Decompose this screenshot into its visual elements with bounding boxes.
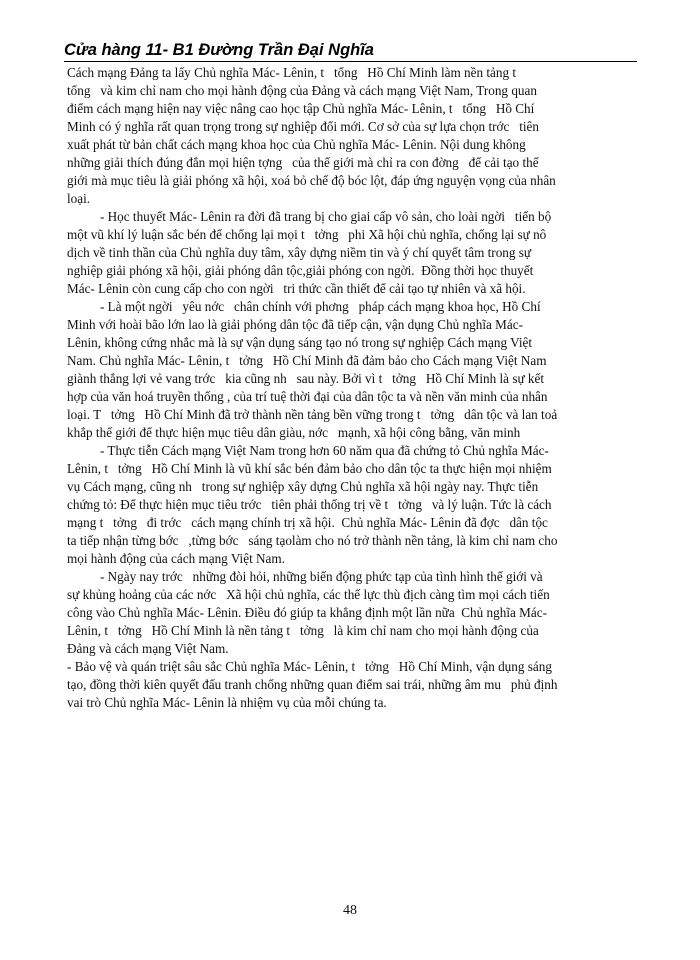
- text-line: - Thực tiễn Cách mạng Việt Nam trong hơn 60 năm qua đã chứng tỏ Chủ nghĩa Mác-: [67, 443, 549, 458]
- text-line: điểm cách mạng hiện nay việc nâng cao học tập Chủ nghĩa Mác- Lênin, t tổng Hồ Chí: [67, 101, 535, 116]
- text-line: chứng tỏ: Để thực hiện mục tiêu trớc tiên phải thống trị về t tởng và lý luận. Tức là cách: [67, 497, 552, 512]
- text-line: Minh với hoài bão lớn lao là giải phóng dân tộc đã tiếp cận, vận dụng Chủ nghĩa Mác-: [67, 317, 523, 332]
- body-text: [67, 64, 635, 712]
- text-line: - Bảo vệ và quán triệt sâu sắc Chủ nghĩa Mác- Lênin, t tởng Hồ Chí Minh, vận dụng sáng: [67, 659, 552, 674]
- text-line: ta tiếp nhận từng bớc ,từng bớc sáng tạolàm cho nó trở thành nền tảng, là kim chỉ nam cho: [67, 533, 558, 548]
- text-line: công vào Chủ nghĩa Mác- Lênin. Điều đó giúp ta khẳng định một lần nữa Chủ nghĩa Mác-: [67, 605, 547, 620]
- text-line: - Là một ngời yêu nớc chân chính với phơng pháp cách mạng khoa học, Hồ Chí: [67, 299, 541, 314]
- text-line: những giải thích đúng đắn mọi hiện tợng của thế giới mà chỉ ra con đờng để cải tạo thế: [67, 155, 539, 170]
- text-line: Lênin, t tởng Hồ Chí Minh là nền tảng t tởng là kim chỉ nam cho mọi hành động của: [67, 623, 539, 638]
- text-line: loại.: [67, 191, 91, 206]
- text-line: tạo, đồng thời kiên quyết đấu tranh chống những quan điểm sai trái, những âm mu phủ định: [67, 677, 558, 692]
- text-line: vụ Cách mạng, cũng nh trong sự nghiệp xây dựng Chủ nghĩa xã hội ngày nay. Thực tiễn: [67, 479, 539, 494]
- text-line: Cách mạng Đảng ta lấy Chủ nghĩa Mác- Lênin, t tổng Hồ Chí Minh làm nền tảng t: [67, 65, 517, 80]
- text-line: Minh có ý nghĩa rất quan trọng trong sự nghiệp đổi mới. Cơ sở của sự lựa chọn trớc tiên: [67, 119, 539, 134]
- text-line: hợp của văn hoá truyền thống , của trí tuệ thời đại của dân tộc ta và nền văn minh của nhân: [67, 389, 548, 404]
- text-line: nghiệp giải phóng xã hội, giải phóng dân tộc,giải phóng con ngời. Đồng thời học thuyết: [67, 263, 534, 278]
- text-line: tổng và kim chỉ nam cho mọi hành động của Đảng và cách mạng Việt Nam, Trong quan: [67, 83, 537, 98]
- text-line: - Ngày nay trớc những đòi hỏi, những biến động phức tạp của tình hình thế giới và: [67, 569, 543, 584]
- text-line: một vũ khí lý luận sắc bén để chống lại mọi t tởng phi Xã hội chủ nghĩa, chống lại sự nô: [67, 227, 547, 242]
- text-line: mạng t tởng đi trớc cách mạng chính trị xã hội. Chủ nghĩa Mác- Lênin đã đợc dân tộc: [67, 515, 548, 530]
- text-line: Nam. Chủ nghĩa Mác- Lênin, t tởng Hồ Chí Minh đã đảm bảo cho Cách mạng Việt Nam: [67, 353, 547, 368]
- text-line: Đảng và cách mạng Việt Nam.: [67, 641, 229, 656]
- text-line: Lênin, t tởng Hồ Chí Minh là vũ khí sắc bén đảm bảo cho dân tộc ta thực hiện mọi nhiệm: [67, 461, 552, 476]
- text-line: loại. T tởng Hồ Chí Minh đã trở thành nền tảng bền vững trong t tởng dân tộc và lan toả: [67, 407, 558, 422]
- page-header: Cửa hàng 11- B1 Đường Trần Đại Nghĩa: [64, 40, 637, 62]
- text-line: giành thắng lợi vẻ vang trớc kia cũng nh sau này. Bởi vì t tởng Hồ Chí Minh là sự kết: [67, 371, 545, 386]
- text-line: dịch về tinh thần của Chủ nghĩa duy tâm, xây dựng niềm tin và ý chí quyết tâm trong sự: [67, 245, 532, 260]
- text-line: xuất phát từ bản chất cách mạng khoa học của Chủ nghĩa Mác- Lênin. Nội dung không: [67, 137, 526, 152]
- text-line: Mác- Lênin còn cung cấp cho con ngời tri thức cần thiết để cải tạo tự nhiên và xã hội.: [67, 281, 526, 296]
- text-line: khắp thế giới để thực hiện mục tiêu dân giàu, nớc mạnh, xã hội công bằng, văn minh: [67, 425, 521, 440]
- text-line: sự khủng hoảng của các nớc Xã hội chủ nghĩa, các thế lực thù địch càng tìm mọi cách tiến: [67, 587, 550, 602]
- text-line: - Học thuyết Mác- Lênin ra đời đã trang bị cho giai cấp vô sản, cho loài ngời tiến bộ: [67, 209, 552, 224]
- page-number: 48: [343, 903, 357, 918]
- text-line: mọi hành động của cách mạng Việt Nam.: [67, 551, 285, 566]
- text-line: vai trò Chủ nghĩa Mác- Lênin là nhiệm vụ của mỗi chúng ta.: [67, 695, 387, 710]
- text-line: Lênin, không cứng nhắc mà là sự vận dụng sáng tạo nó trong sự nghiệp Cách mạng Việt: [67, 335, 533, 350]
- text-line: giới mà mục tiêu là giải phóng xã hội, xoá bỏ chế độ bóc lột, đáp ứng nguyện vọng của nhân: [67, 173, 556, 188]
